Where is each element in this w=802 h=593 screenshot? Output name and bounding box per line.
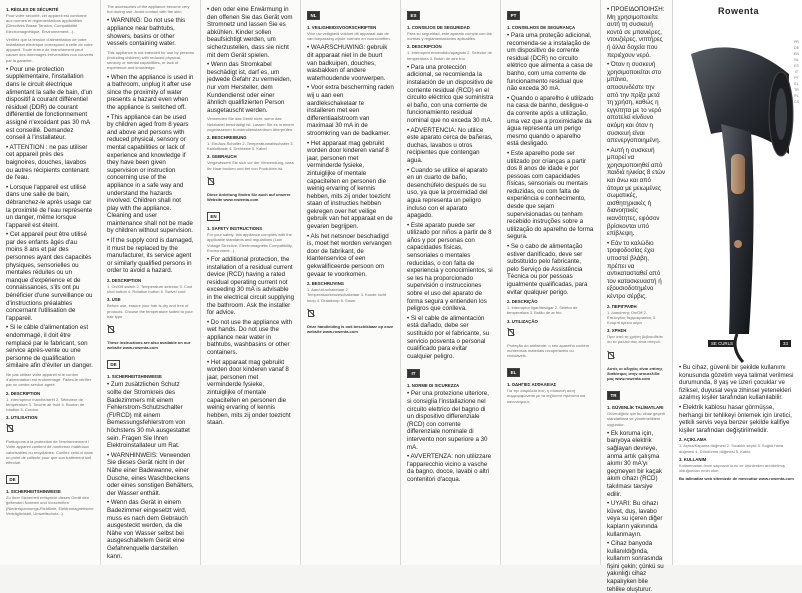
column-french [0, 0, 100, 565]
page-number: 33 [780, 340, 791, 347]
language-label: DE [107, 360, 120, 369]
paragraph: Proteção do ambiente: o seu aparelho contém numerosos materiais recuperáveis ou recicláveis. [507, 342, 590, 358]
language-index [792, 40, 801, 106]
section-heading: 3. USE [107, 297, 121, 303]
language-index-item: CS [794, 100, 799, 104]
safety-bullet: • Cuando se utilice el aparato en un cuarto de baño, desenchúfelo después de su uso, ya que la proximidad del agua representa un peligro incluso con el aparato apagado. [407, 167, 494, 220]
paragraph: Kullanmadan önce saçınızın kuru ve ürünlerden arındırılmış olduğundan emin olun. [679, 462, 785, 473]
safety-bullet: • Αυτή η συσκευή μπορεί να χρησιμοποιηθεί από παιδιά ηλικίας 8 ετών και άνω και από άτομα με μειωμένες σωματικές, αισθητηριακές ή διανοητικές ικανότητες, εφόσον βρίσκονται υπό επίβλεψη. [607, 147, 666, 238]
language-index-item: EL [794, 82, 799, 86]
section-heading: 3. UTILISATION [6, 415, 38, 421]
section-heading: 1. CONSEJOS DE SEGURIDAD [407, 25, 470, 30]
language-index-item: IT [794, 70, 799, 74]
section-heading: 3. ΧΡΗΣΗ [607, 328, 627, 334]
safety-bullet: • Als het netsnoer beschadigd is, moet het worden vervangen door de fabrikant, de klantenservice of een gekwalificeerde persoon om gevaar te voorkomen. [307, 233, 394, 279]
paragraph: For your safety, this appliance complies with the applicable standards and regulations (Low Voltage Directive, Electromagnetic Compatibility, Environment...). [207, 232, 293, 253]
section-heading: 1. RÈGLES DE SÉCURITÉ [6, 7, 59, 12]
safety-bullet: • Se o cabo de alimentação estiver danificado, deve ser substituído pelo fabricante, pelo Serviço de Assistência Técnica ou por pessoas igualmente qualificadas, para evitar qualquer perigo. [507, 243, 594, 296]
section-heading: 2. DESCRIPCIÓN [407, 44, 442, 50]
section-heading: 2. AÇIKLAMA [679, 437, 707, 443]
recycle-bin-icon [107, 324, 115, 333]
paragraph: Participons à la protection de l'environnement ! Votre appareil contient de nombreux matériaux valorisables ou recyclables. Confiez celui-ci dans un point de collecte pour que son traitement soit effectué. [6, 439, 93, 466]
language-label: EL [507, 368, 520, 377]
recycle-bin-icon [6, 423, 14, 432]
language-index-item: ES [794, 64, 799, 68]
section-heading: 1. SAFETY INSTRUCTIONS [207, 226, 263, 232]
safety-bullet: • UYARI: Bu cihazı küvet, duş, lavabo veya su içeren diğer kapların yakınında kullanmayın. [607, 500, 666, 538]
paragraph: Zu Ihrer Sicherheit entspricht dieses Gerät den geltenden Normen und Vorschriften (Niederspannungs-Richtlinie, Elektromagnetische Verträglichkeit, Umweltschutz...). [6, 495, 94, 516]
safety-bullet: • Ek koruma için, banyoya elektrik sağlayan devreye, anma artık çalışma akımı 30 mA'yı geçmeyen bir kaçak akım cihazı (RCD) takılması tavsiye edilir. [607, 430, 666, 498]
paragraph: 1. On/Off switch 2. Temperature selector 3. Cool shot button 4. Rotation button 5. Swivel cord [107, 284, 193, 295]
safety-bullet: • Όταν η συσκευή χρησιμοποιείται στο μπάνιο, αποσυνδέστε την από την πρίζα μετά τη χρήση, καθώς η εγγύτητα με το νερό αποτελεί κίνδυνο ακόμη και όταν η συσκευή είναι απενεργοποιημένη. [607, 61, 666, 145]
section-heading: 1. GÜVENLİK TALİMATLARI [607, 405, 664, 411]
paragraph: 1. Aan/uit-schakelaar 2. Temperatuurkeuzeschakelaar 3. Koude lucht knop 4. Draaiknop 5. Snoer [307, 287, 387, 303]
safety-bullet: • This appliance can be used by children aged from 8 years and above and persons with reduced physical, sensory or mental capabilities or lack of experience and knowledge if they have been given supervision or instruction concerning use of the appliance in a safe way and understand the hazards involved. Children shall not play with the appliance. Cleaning and user maintenance shall not be made by children without supervision. [107, 114, 194, 236]
safety-bullet: • Wenn das Stromkabel beschädigt ist, darf es, um jedwede Gefahr zu vermeiden, nur vom Hersteller, dem Kundendienst oder einer ähnlich qualifizierten Person ausgetauscht werden. [207, 61, 294, 114]
paragraph: Για την ασφάλειά σας, η συσκευή αυτή συμμορφώνεται με τα ισχύοντα πρότυπα και κανονισμούς. [507, 388, 586, 404]
safety-bullet: • Voor extra bescherming raden wij u aan een aardlekschakelaar te installeren met een differentiaalstroom van maximaal 30 mA in de stroomkring van de badkamer. [307, 84, 394, 137]
language-index-item: EN [794, 52, 799, 56]
language-label: IT [407, 369, 420, 378]
safety-bullet: • AVVERTENZA: non utilizzare l'apparecchio vicino a vasche da bagno, docce, lavabi o altri contenitori d'acqua. [407, 453, 494, 483]
paragraph: 1. Interruptor encendido/apagado 2. Selector de temperatura 3. Botón de aire frío [407, 50, 492, 61]
paragraph: Para su seguridad, este aparato cumple con las normas y reglamentaciones aplicables. [407, 31, 492, 42]
safety-bullet: • ADVERTENCIA: No utilice este aparato cerca de bañeras, duchas, lavabos u otros recipientes que contengan agua. [407, 127, 494, 165]
column-portuguese [500, 0, 600, 565]
safety-bullet: • WARNHINWEIS: Verwenden Sie dieses Gerät nicht in der Nähe einer Badewanne, einer Dusche, eines Waschbeckens oder eines sonstigen Behälters, der Wasser enthält. [107, 452, 194, 498]
footer-note: Bu talimatlar web sitemizde de mevcuttur www.rowenta.com [679, 476, 794, 482]
section-heading: 2. BESCHREIBUNG [207, 134, 247, 140]
column-english [100, 0, 200, 565]
paragraph: 1. Ein/Aus-Schalter 2. Temperaturwahlschalter 3. Kaltlufttaste 4. Drehtaste 5. Kabel [207, 140, 294, 152]
paragraph: Voor uw veiligheid voldoet dit apparaat aan de van toepassing zijnde normen en voorschriften. [307, 31, 391, 42]
safety-bullet: • ATTENTION : ne pas utiliser cet appareil près des baignoires, douches, lavabos ou autres récipients contenant de l'eau. [6, 144, 94, 182]
safety-bullet: • Zum zusätzlichen Schutz sollte der Stromkreis des Badezimmers mit einem Fehlerstrom-Schutzschalter (FI/RCD) mit einem Bemessungsfehlerstrom von höchstens 30 mA ausgestattet sein. Fragen Sie Ihren Elektroinstallateur um Rat. [107, 381, 194, 449]
safety-bullet: • Het apparaat mag gebruikt worden door kinderen vanaf 8 jaar, personen met verminderde fysieke, zintuiglijke of mentale capaciteiten en personen die weinig ervaring of kennis hebben, mits zij onder toezicht staan of instructies hebben gekregen over het veilige gebruik van het apparaat en de gevaren begrijpen. [307, 140, 394, 231]
language-label: DE [6, 475, 19, 484]
safety-bullet: • Para una protección adicional, se recomienda la instalación de un dispositivo de corriente residual (RCD) en el circuito eléctrico que suministra el baño, con una corriente de funcionamiento residual nominal que no exceda 30 mA. [407, 64, 494, 125]
paragraph: Before use, ensure your hair is dry and free of products. Choose the temperature suited to your hair type. [107, 303, 193, 319]
safety-bullet: • den oder eine Erwärmung in den offenen Sie das Gerät vom Stromnetz und lassen Sie es abkühlen. Kinder sollen beaufsichtigt werden, um sicherzustellen, dass sie nicht mit dem Gerät spielen. [207, 6, 294, 59]
column-greek [600, 0, 672, 593]
safety-bullet: • Este aparelho pode ser utilizado por crianças a partir dos 8 anos de idade e por pessoas com capacidades físicas, sensoriais ou mentais reduzidas, ou com falta de experiência e conhecimento, desde que sejam supervisionadas ou tenham recebido instruções sobre a utilização do aparelho de forma segura. [507, 150, 594, 241]
paragraph: Ne pas utiliser votre appareil si le cordon d'alimentation est endommagé. Faites-le vérifier par un centre service agréé. [6, 371, 92, 388]
safety-bullet: • Elektrik kablosu hasar görmüşse, herhangi bir tehlikeyi önlemek için üretici, yetkili servis veya benzer şekilde kalifiye kişiler tarafından değiştirilmelidir. [679, 404, 796, 434]
safety-bullet: • Para uma proteção adicional, recomenda-se a instalação de um dispositivo de corrente residual (DCR) no circuito elétrico que alimenta a casa de banho, com uma corrente de funcionamento residual que não exceda 30 mA. [507, 32, 594, 93]
column-spanish [400, 0, 500, 565]
recycle-bin-icon [207, 176, 215, 185]
safety-bullet: • Per una protezione ulteriore, si consiglia l'installazione nel circuito elettrico del bagno di un dispositivo differenziale (RCD) con corrente differenziale nominale di intervento non superiore a 30 mA. [407, 390, 494, 451]
paragraph: Vergewissern Sie sich vor der Verwendung, dass Ihr Haar trocken und frei von Produkten ist. [207, 160, 294, 171]
paragraph: Güvenliğiniz için bu cihaz geçerli standartlara ve yönetmeliklere uygundur. [607, 411, 665, 427]
safety-bullet: • Lorsque l'appareil est utilisé dans une salle de bain, débranchez-le après usage car la proximité de l'eau représente un danger, même lorsque l'appareil est éteint. [6, 184, 94, 230]
paragraph: 1. Διακόπτης On/Off 2. Επιλογέας θερμοκρασίας 3. Κουμπί κρύου αέρα [607, 309, 657, 325]
model-badge: SE CURLS [708, 340, 736, 347]
section-heading: 1. VEILIGHEIDSVOORSCHRIFTEN [307, 25, 377, 30]
safety-bullet: • Wenn das Gerät in einem Badezimmer eingesetzt wird, muss es nach dem Gebrauch ausgesteckt werden, da die Nähe von Wasser selbst bei ausgeschaltetem Gerät eine Gefahrenquelle darstellen kann. [107, 499, 194, 560]
section-heading: 2. DESCRIÇÃO [507, 299, 538, 305]
recycle-bin-icon [607, 350, 615, 359]
section-heading: 2. DESCRIPTION [107, 278, 142, 284]
safety-bullet: • Cet appareil peut être utilisé par des enfants âgés d'au moins 8 ans et par des personnes ayant des capacités physiques, sensorielles ou mentales réduites ou un manque d'expérience et de connaissances, s'ils ont pu bénéficier d'une surveillance ou d'instructions préalables concernant l'utilisation de l'appareil. [6, 231, 94, 322]
safety-bullet: • Si le câble d'alimentation est endommagé, il doit être remplacé par le fabricant, son service après-vente ou une personne de qualification similaire afin d'éviter un danger. [6, 324, 94, 370]
language-index-item: NL [794, 58, 799, 62]
language-label: ES [407, 11, 420, 20]
paragraph: The accessories of the appliance become very hot during use. Avoid contact with the skin. [107, 4, 190, 15]
safety-bullet: • Cihaz banyoda kullanıldığında, kullanım sonrasında fişini çekin; çünkü su yakınlığı cihaz kapalıyken bile tehlike oluşturur. [607, 540, 666, 593]
safety-bullet: • Do not use the appliance with wet hands. Do not use the appliance near water in bathtubs, washbasins or other containers. [207, 319, 294, 357]
safety-bullet: • For additional protection, the installation of a residual current device (RCD) having a rated residual operating current not exceeding 30 mA is advisable in the electrical circuit supplying the bathroom. Ask the installer for advice. [207, 256, 294, 317]
section-heading: 1. CONSELHOS DE SEGURANÇA [507, 25, 576, 30]
paragraph: Vérifiez que la tension d'alimentation de votre installation électrique correspond à celle de votre appareil. Toute erreur de branchement peut causer des dommages irréversibles non couverts par la garantie. [6, 36, 94, 63]
section-heading: 2. BESCHRIJVING [307, 281, 345, 287]
safety-bullet: • Het apparaat mag gebruikt worden door kinderen vanaf 8 jaar, personen met verminderde fysieke, zintuiglijke of mentale capaciteiten en personen die weinig ervaring of kennis hebben, mits zij onder toezicht staan. [207, 359, 294, 427]
safety-bullet: • When the appliance is used in a bathroom, unplug it after use since the proximity of water presents a hazard even when the appliance is switched off. [107, 74, 194, 112]
language-label: PT [507, 11, 520, 20]
footer-note: Deze handleiding is ook beschikbaar op onze website www.rowenta.com [307, 323, 394, 335]
language-index-item: DE [794, 46, 799, 50]
language-label: TR [607, 391, 620, 400]
safety-bullet: • Si el cable de alimentación está dañado, debe ser sustituido por el fabricante, su servicio posventa o personal cualificado para evitar cualquier peligro. [407, 315, 494, 361]
footer-note: These instructions are also available on our website www.rowenta.com [107, 340, 191, 351]
section-heading: 1. SICHERHEITSHINWEISE [6, 489, 61, 495]
section-heading: 3. UTILIZAÇÃO [507, 318, 538, 324]
paragraph: Verwenden Sie das Gerät nicht, wenn das Netzkabel beschädigt ist. Lassen Sie es in einem zugelassenen Kundendienstzentrum überprüfen. [207, 116, 294, 132]
language-index-item: TR [794, 88, 799, 92]
safety-bullet: • Bu cihaz, güvenli bir şekilde kullanımı konusunda gözetim veya talimat verilmesi durumunda, 8 yaş ve üzeri çocuklar ve fiziksel, duyusal veya zihinsel yetenekleri azalmış kişiler tarafından kullanılabilir. [679, 364, 796, 402]
language-label: NL [307, 11, 320, 20]
safety-bullet: • WARNING: Do not use this appliance near bathtubs, showers, basins or other vessels containing water. [107, 17, 194, 47]
language-index-item: PL [794, 94, 799, 98]
language-index-item: PT [794, 76, 799, 80]
safety-bullet: • Pour une protection supplémentaire, l'installation dans le circuit électrique alimentant la salle de bain, d'un dispositif à courant différentiel résiduel (DDR) de courant différentiel de fonctionnement assigné n'excédant pas 30 mA est conseillé. Demandez conseil à l'installateur. [6, 66, 94, 142]
section-heading: 1. ΟΔΗΓΙΕΣ ΑΣΦΑΛΕΙΑΣ [507, 382, 557, 388]
paragraph: 1. Açma/Kapama düğmesi 2. Sıcaklık seçici 3. Soğuk hava düğmesi 4. Döndürme düğmesi 5. Kablo [679, 443, 784, 454]
section-heading: 3. GEBRAUCH [207, 154, 237, 160]
safety-bullet: • Quando o aparelho é utilizado na casa de banho, desligue-o da corrente após a utilização, uma vez que a proximidade da água representa um perigo mesmo quando o aparelho está desligado. [507, 95, 594, 148]
language-index-item: FR [794, 40, 799, 44]
brand-logo: Rowenta [718, 6, 760, 16]
column-german [200, 0, 300, 565]
hair-dryer-illustration [671, 14, 799, 364]
safety-bullet: • Este aparato puede ser utilizado por niños a partir de 8 años y por personas con capacidades físicas, sensoriales o mentales reducidas, o con falta de experiencia y conocimientos, si se les ha proporcionado supervisión o instrucciones sobre el uso del aparato de forma segura y entienden los peligros que conlleva. [407, 222, 494, 313]
paragraph: 1. Interrupteur marche/arrêt 2. Sélecteur de température 3. Touche air froid 4. Bouton de rotation 5. Cordon [6, 396, 85, 412]
paragraph: 1. Interruptor ligar/desligar 2. Seletor de temperatura 3. Botão de ar frio [507, 305, 578, 316]
recycle-bin-icon [507, 327, 515, 336]
safety-bullet: • If the supply cord is damaged, it must be replaced by the manufacturer, its service agent or similarly qualified persons in order to avoid a hazard. [107, 237, 194, 275]
section-heading: 2. DESCRIPTION [6, 390, 41, 396]
safety-bullet: • Εάν το καλώδιο τροφοδοσίας έχει υποστεί βλάβη, πρέπει να αντικατασταθεί από τον κατασκευαστή ή εξουσιοδοτημένο κέντρο σέρβις. [607, 240, 666, 301]
section-heading: 1. NORME DI SICUREZZA [407, 383, 460, 389]
paragraph: Pour votre sécurité, cet appareil est conforme aux normes et réglementations applicables (Directives Basse Tension, Compatibilité Electromagnétique, Environnement...). [6, 13, 87, 34]
footer-note: Diese Anleitung finden Sie auch auf unserer Website www.rowenta.com [207, 191, 291, 202]
paragraph: Πριν από τη χρήση βεβαιωθείτε ότι τα μαλλιά σας είναι στεγνά. [607, 334, 663, 345]
recycle-bin-icon [307, 308, 315, 317]
section-heading: 3. KULLANIM [679, 456, 707, 462]
column-dutch [300, 0, 400, 565]
paragraph: This appliance is not intended for use by persons (including children) with reduced physical, sensory or mental capabilities, or lack of experience and knowledge. [107, 49, 194, 71]
language-label: EN [207, 212, 220, 221]
safety-bullet: • WAARSCHUWING: gebruik dit apparaat niet in de buurt van badkuipen, douches, wasbakken of andere waterhoudende voorwerpen. [307, 44, 394, 82]
section-heading: 2. ΠΕΡΙΓΡΑΦΗ [607, 303, 637, 309]
footer-note: Αυτές οι οδηγίες είναι επίσης διαθέσιμες στην ιστοσελίδα μας www.rowenta.com [607, 365, 663, 381]
section-heading: 1. SICHERHEITSHINWEISE [107, 374, 162, 380]
safety-bullet: • ΠΡΟΕΙΔΟΠΟΙΗΣΗ: Μη χρησιμοποιείτε αυτή τη συσκευή κοντά σε μπανιέρες, ντουζιέρες, νιπτήρες ή άλλα δοχεία που περιέχουν νερό. [607, 6, 666, 59]
